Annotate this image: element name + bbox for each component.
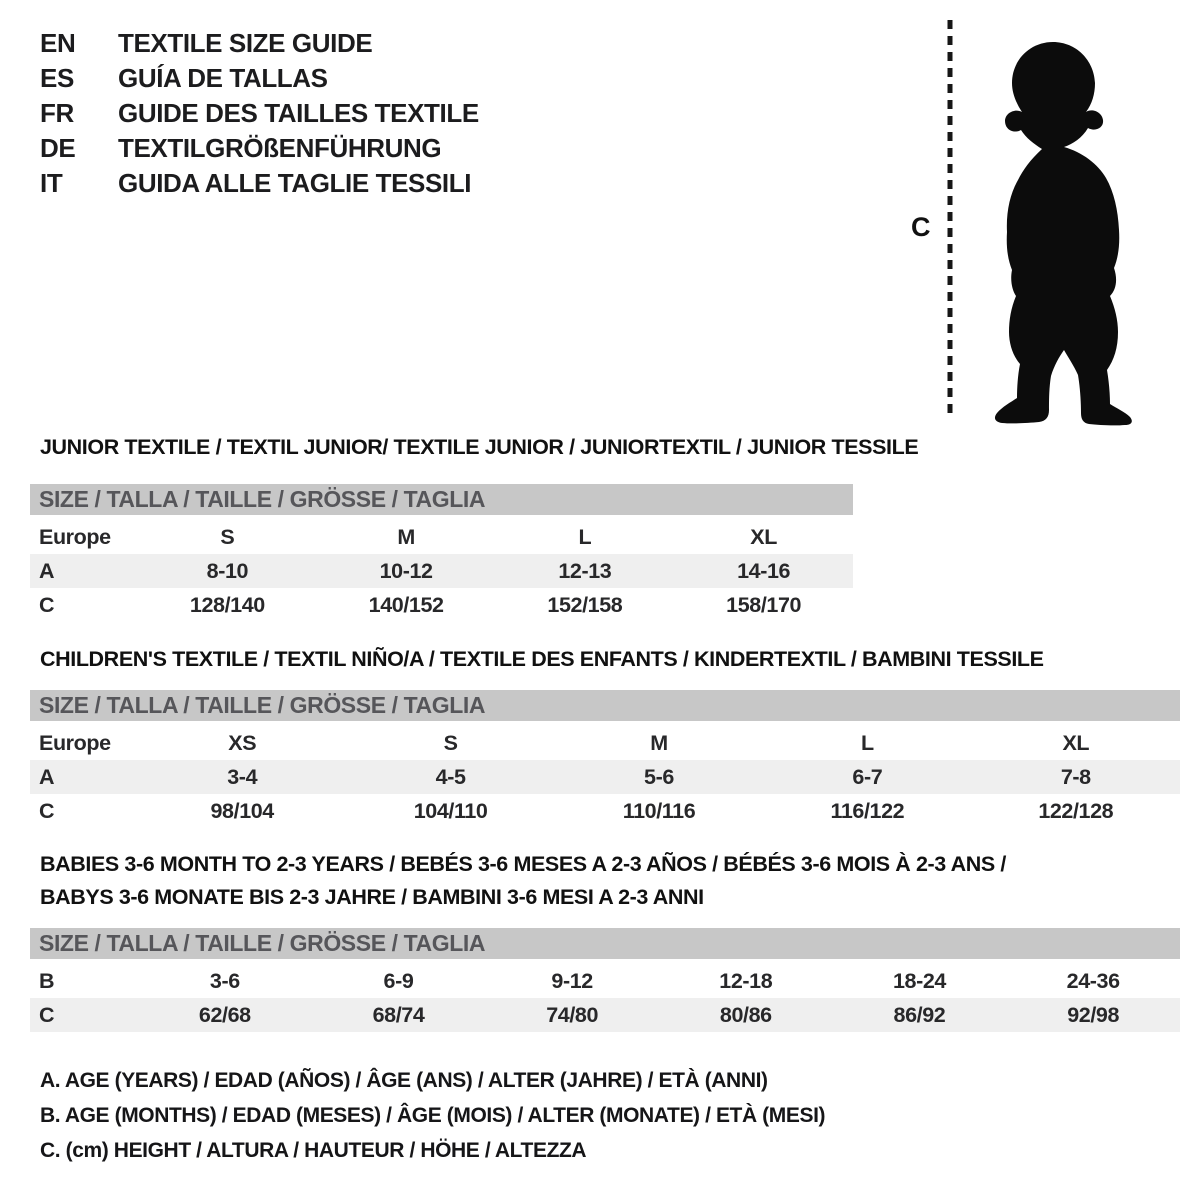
guide-title: GUIDA ALLE TAGLIE TESSILI (118, 168, 472, 198)
table-row-months (30, 964, 1180, 998)
babies-title-line1: BABIES 3-6 MONTH TO 2-3 YEARS / BEBÉS 3-6 MESES A 2-3 AÑOS / BÉBÉS 3-6 MOIS À 2-3 ANS / (40, 852, 1006, 876)
size-cell: S (220, 524, 235, 549)
age-cell: 14-16 (674, 554, 853, 588)
guide-title: GUIDE DES TAILLES TEXTILE (118, 98, 479, 128)
babies-size-table (30, 964, 1180, 1032)
section-junior (30, 432, 919, 622)
babies-title-line2: BABYS 3-6 MONATE BIS 2-3 JAHRE / BAMBINI 3-6 MESI A 2-3 ANNI (40, 885, 704, 909)
age-cell: 6-7 (763, 760, 971, 794)
children-size-table (30, 726, 1180, 828)
height-cell: 80/86 (659, 998, 833, 1032)
language-code: DE (40, 133, 76, 163)
table-row-height (30, 588, 853, 622)
height-cell: 104/110 (413, 798, 488, 823)
height-cell: 74/80 (485, 998, 659, 1032)
guide-title: TEXTILE SIZE GUIDE (118, 28, 373, 58)
language-row-fr (40, 96, 479, 131)
children-section-title: CHILDREN'S TEXTILE / TEXTIL NIÑO/A / TEXTILE DES ENFANTS / KINDERTEXTIL / BAMBINI TESSILE (40, 647, 1044, 671)
size-cell: XS (228, 730, 257, 755)
row-label: Europe (39, 524, 111, 549)
guide-title: GUÍA DE TALLAS (118, 63, 328, 93)
junior-section-title: JUNIOR TEXTILE / TEXTIL JUNIOR/ TEXTILE JUNIOR / JUNIORTEXTIL / JUNIOR TESSILE (40, 435, 919, 459)
section-children (30, 644, 1180, 828)
size-cell: L (861, 730, 874, 755)
height-cell: 140/152 (368, 592, 444, 617)
legend-height-cm: C. (cm) HEIGHT / ALTURA / HAUTEUR / HÖHE / ALTEZZA (40, 1139, 587, 1162)
height-cell: 86/92 (833, 998, 1007, 1032)
months-cell: 3-6 (209, 968, 240, 993)
row-label: A (30, 760, 138, 794)
row-label: C (30, 998, 138, 1032)
babies-section-title (40, 848, 1180, 914)
language-row-it (40, 166, 479, 201)
language-title-list (40, 26, 479, 201)
row-label: C (39, 592, 55, 617)
junior-size-table (30, 520, 853, 622)
measurement-legend (40, 1063, 825, 1168)
table-row-height (30, 794, 1180, 828)
children-size-header-bar: SIZE / TALLA / TAILLE / GRÖSSE / TAGLIA (30, 690, 1180, 721)
table-row-age (30, 554, 853, 588)
legend-age-years: A. AGE (YEARS) / EDAD (AÑOS) / ÂGE (ANS) / ALTER (JAHRE) / ETÀ (ANNI) (40, 1069, 768, 1092)
row-label: B (39, 968, 55, 993)
table-row-europe (30, 726, 1180, 760)
section-babies (30, 848, 1180, 1032)
months-cell: 9-12 (551, 968, 593, 993)
table-row-height (30, 998, 1180, 1032)
height-cell: 152/158 (547, 592, 623, 617)
size-cell: S (443, 730, 458, 755)
legend-age-months: B. AGE (MONTHS) / EDAD (MESES) / ÂGE (MOIS) / ALTER (MONATE) / ETÀ (MESI) (40, 1104, 826, 1127)
age-cell: 10-12 (317, 554, 496, 588)
language-row-es (40, 61, 479, 96)
height-cell: 68/74 (312, 998, 486, 1032)
language-row-de (40, 131, 479, 166)
language-code: EN (40, 28, 76, 58)
height-cell: 128/140 (189, 592, 265, 617)
age-cell: 4-5 (346, 760, 554, 794)
height-measure-label: C (911, 212, 931, 242)
babies-size-header-bar: SIZE / TALLA / TAILLE / GRÖSSE / TAGLIA (30, 928, 1180, 959)
size-cell: XL (1062, 730, 1090, 755)
height-cell: 116/122 (830, 798, 905, 823)
months-cell: 24-36 (1066, 968, 1120, 993)
row-label: Europe (39, 730, 111, 755)
table-row-europe (30, 520, 853, 554)
height-cell: 110/116 (622, 798, 696, 823)
size-cell: M (650, 730, 668, 755)
months-cell: 18-24 (892, 968, 946, 993)
toddler-silhouette (905, 12, 1165, 427)
junior-size-header-bar: SIZE / TALLA / TAILLE / GRÖSSE / TAGLIA (30, 484, 853, 515)
height-cell: 62/68 (138, 998, 312, 1032)
age-cell: 12-13 (496, 554, 675, 588)
size-cell: M (397, 524, 415, 549)
age-cell: 8-10 (138, 554, 317, 588)
height-cell: 98/104 (210, 798, 274, 823)
height-measure-figure (905, 12, 1165, 427)
table-row-age (30, 760, 1180, 794)
size-cell: XL (750, 524, 777, 549)
language-code: ES (40, 63, 74, 93)
months-cell: 6-9 (383, 968, 414, 993)
size-cell: L (578, 524, 592, 549)
age-cell: 5-6 (555, 760, 763, 794)
height-cell: 122/128 (1038, 798, 1114, 823)
language-code: FR (40, 98, 74, 128)
language-row-en (40, 26, 479, 61)
height-cell: 158/170 (726, 592, 802, 617)
row-label: A (30, 554, 138, 588)
age-cell: 7-8 (972, 760, 1180, 794)
row-label: C (39, 798, 55, 823)
months-cell: 12-18 (719, 968, 773, 993)
guide-title: TEXTILGRÖßENFÜHRUNG (118, 133, 442, 163)
language-code: IT (40, 168, 63, 198)
age-cell: 3-4 (138, 760, 346, 794)
height-cell: 92/98 (1006, 998, 1180, 1032)
